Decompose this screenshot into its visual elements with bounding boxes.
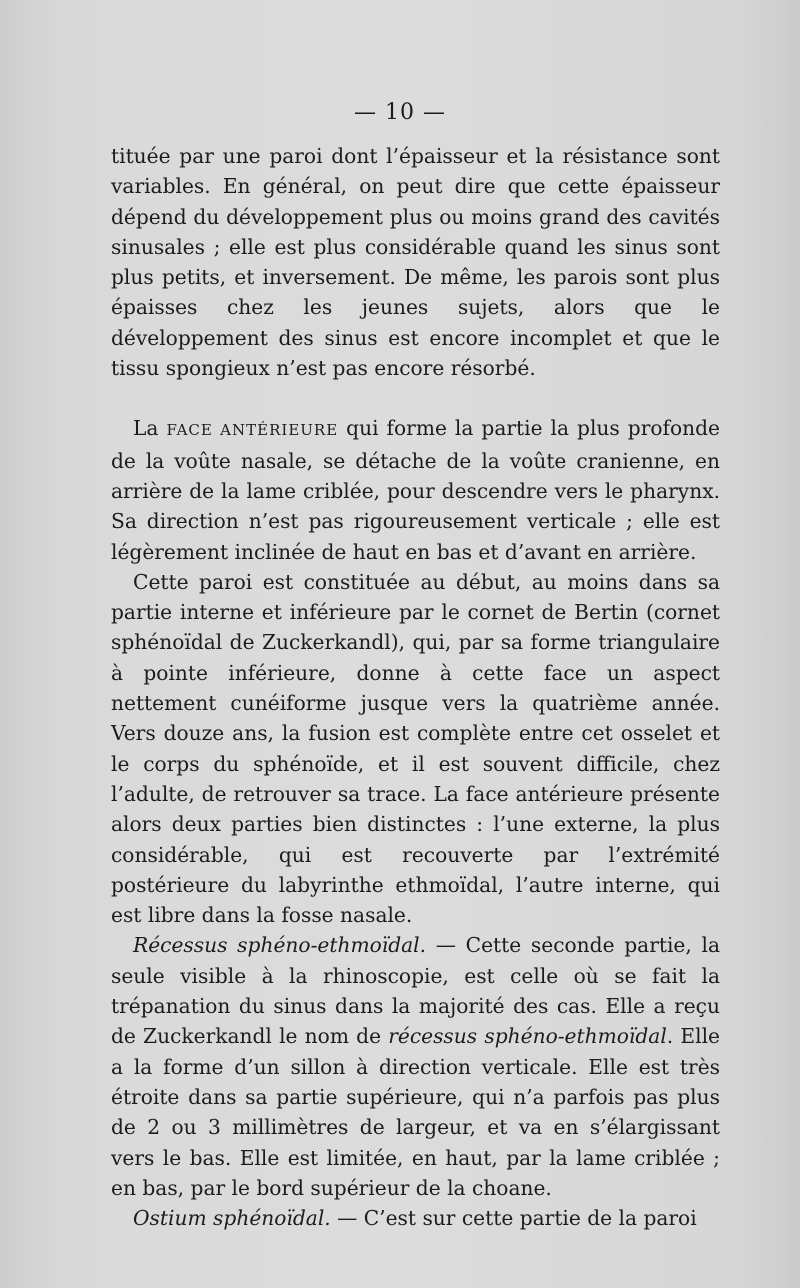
- smallcaps-term-face-anterieure: FACE ANTÉRIEURE: [166, 421, 339, 440]
- paragraph-lead-word: La: [133, 416, 159, 441]
- section-heading-ostium: Ostium sphénoïdal.: [133, 1206, 331, 1231]
- paragraph-cornet-de-bertin: Cette paroi est constituée au début, au moins dans sa partie interne et inférieure par le cornet de Bertin (cornet sphénoïdal de Zuckerkandl), qui, par sa forme triangulaire à pointe inférieure, donne à cette face un aspect nettement cunéiforme jusque vers la quatrième année. Vers douze ans, la fusion est complète entre cet osselet et le corps du sphénoïde, et il est souvent difficile, chez l’adulte, de retrouver sa trace. La face antérieure présente alors deux parties bien distinctes : l’une externe, la plus considérable, qui est recouverte par l’extrémité postérieure du labyrinthe ethmoïdal, l’autre interne, qui est libre dans la fosse nasale.: [111, 569, 720, 928]
- page-number: — 10 —: [354, 100, 446, 125]
- section-heading-recessus: Récessus sphéno-ethmoïdal.: [133, 933, 427, 958]
- paragraph-face-anterieure: [111, 413, 720, 566]
- paragraph-text: qui forme la partie la plus profonde de la voûte nasale, se détache de la voûte cranienne, en arrière de la lame criblée, pour descendre vers le pharynx. Sa direction n’est pas rigoureusement verticale ; elle est légèrement inclinée de haut en bas et d’avant en arrière.: [111, 416, 720, 564]
- italic-term-recessus: récessus sphéno-ethmoïdal: [388, 1024, 667, 1049]
- paragraph-ostium: [111, 1203, 720, 1233]
- paragraph-text: . Elle a la forme d’un sillon à direction verticale. Elle est très étroite dans sa partie supérieure, qui n’a parfois pas plus de 2 ou 3 millimètres de largeur, et va en s’élargissant vers le bas. Elle est limitée, en haut, par la lame criblée ; en bas, par le bord supérieur de la choane.: [111, 1024, 720, 1200]
- paragraph-recessus: [111, 930, 720, 1203]
- page-body: [111, 141, 720, 1233]
- paragraph-text: — Cette seconde partie, la seule visible à la rhinoscopie, est celle où se fait la trépanation du sinus dans la majorité des cas. Elle a reçu de Zuckerkandl le nom de: [111, 933, 720, 1049]
- paragraph-text: — C’est sur cette partie de la paroi: [330, 1206, 697, 1231]
- paragraph-continuation: tituée par une paroi dont l’épaisseur et la résistance sont variables. En général, on peut dire que cette épaisseur dépend du développement plus ou moins grand des cavités sinusales ; elle est plus considérable quand les sinus sont plus petits, et inversement. De même, les parois sont plus épaisses chez les jeunes sujets, alors que le développement des sinus est encore incomplet et que le tissu spongieux n’est pas encore résorbé.: [111, 144, 720, 381]
